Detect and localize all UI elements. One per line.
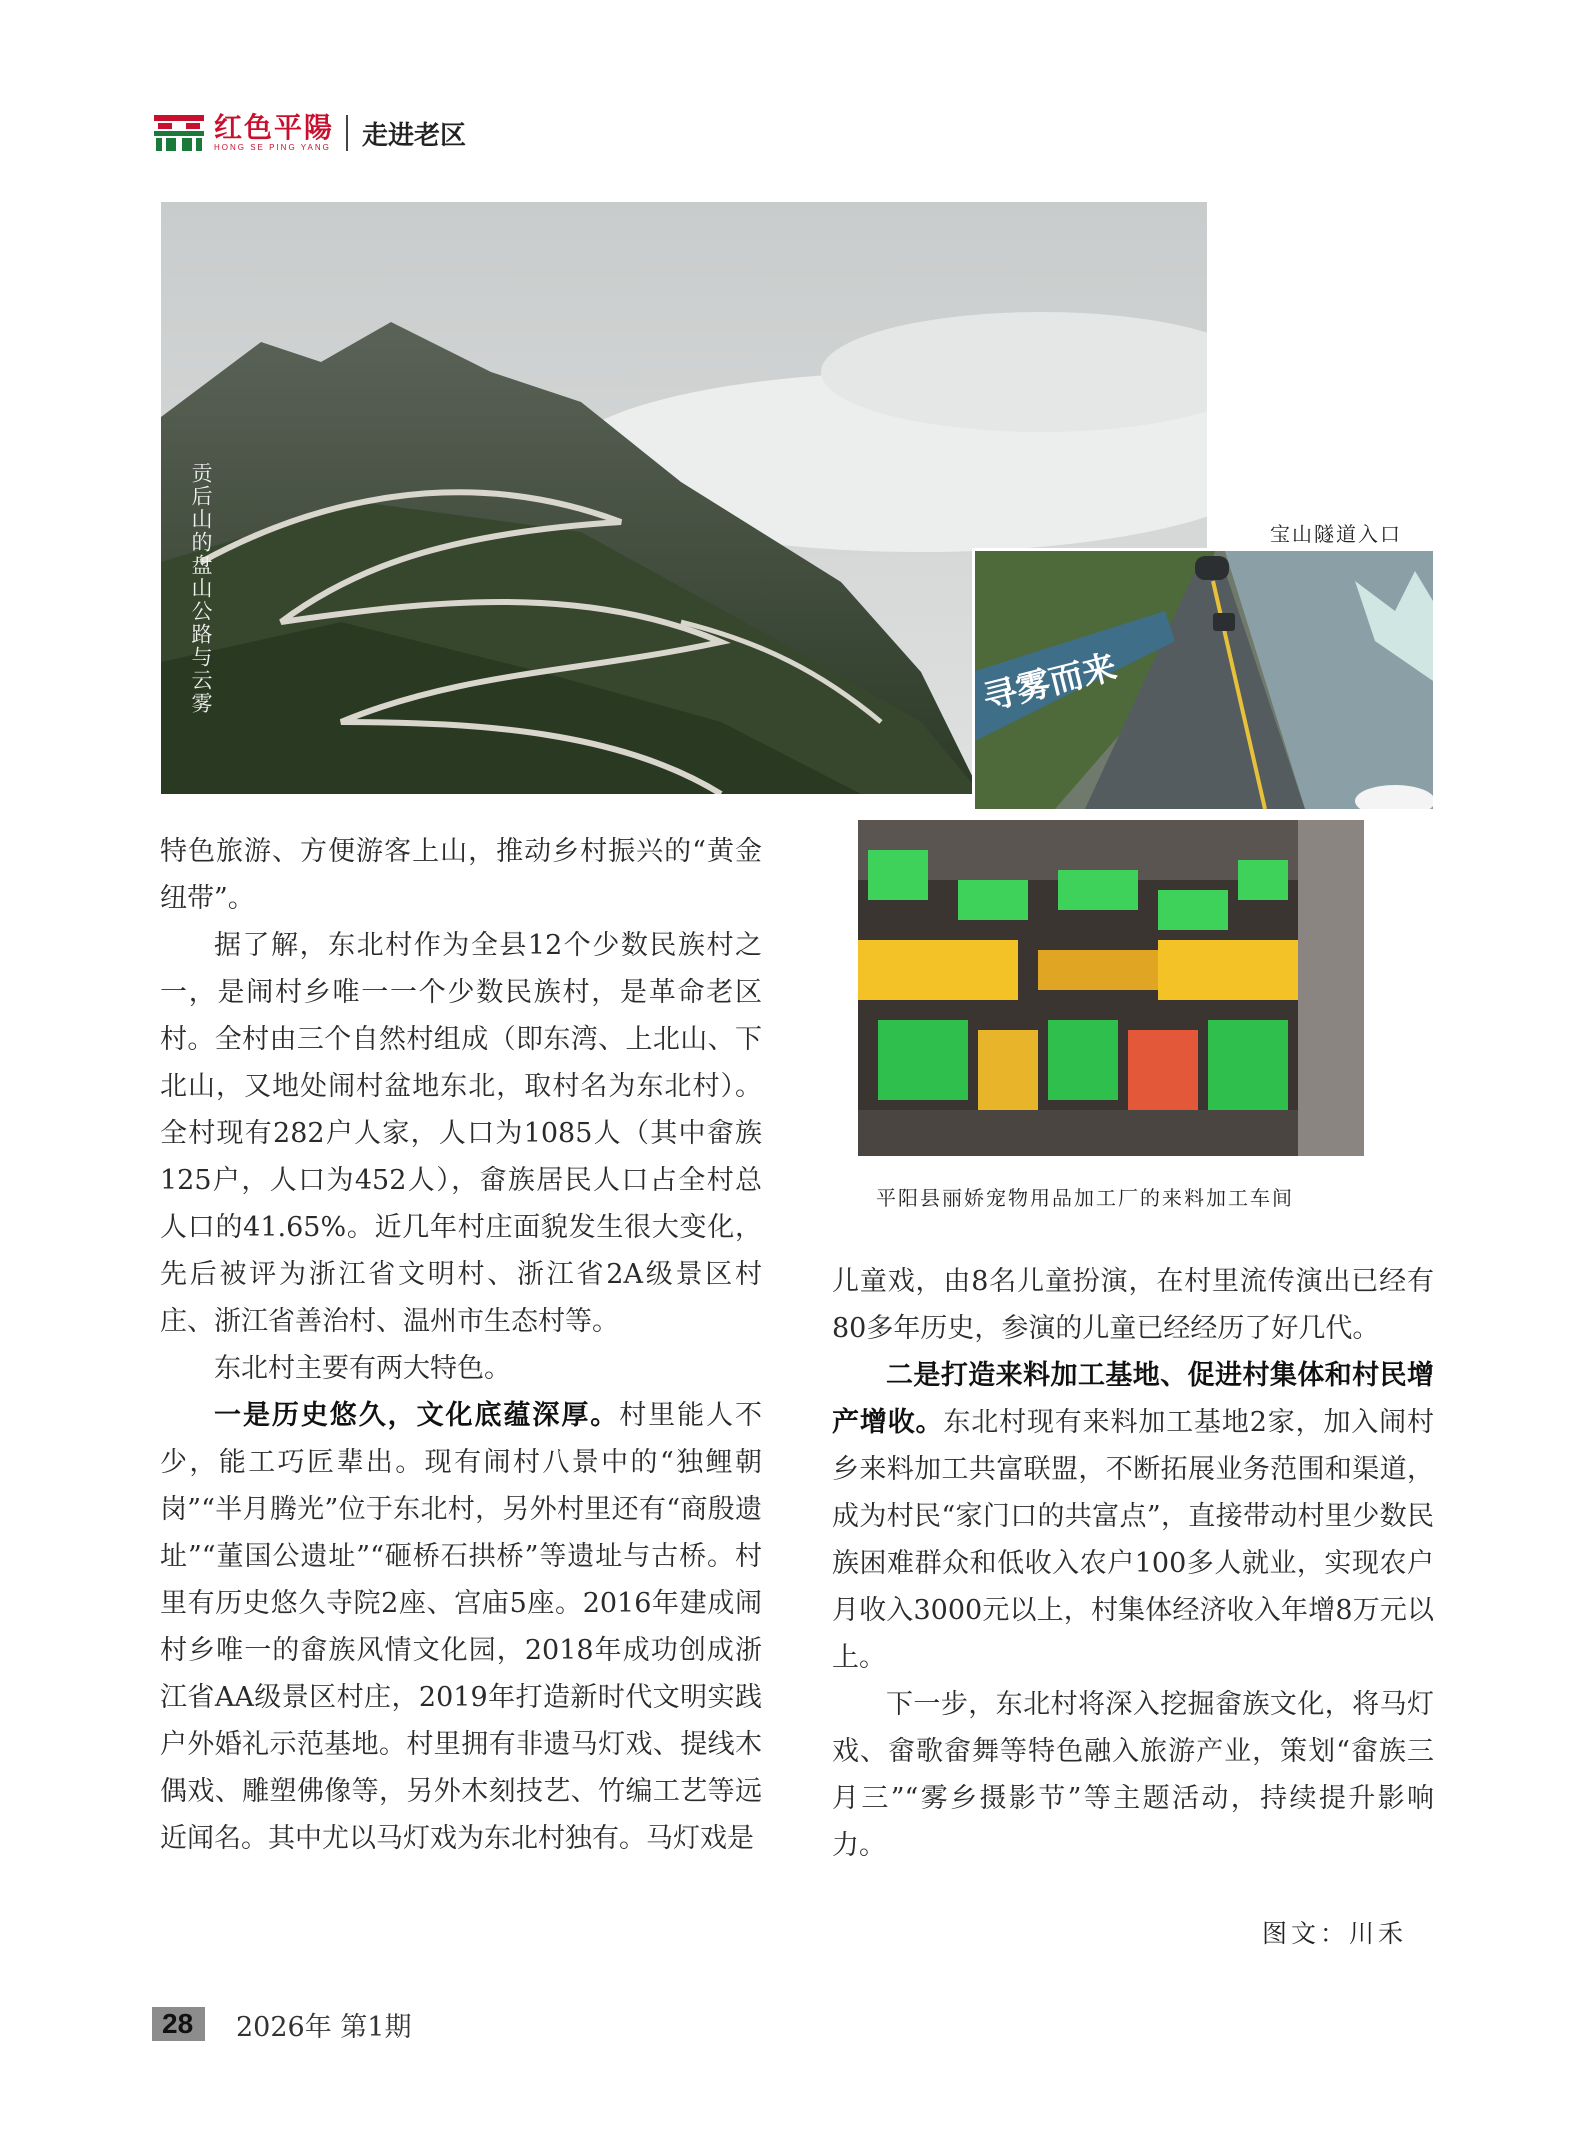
masthead — [152, 110, 466, 156]
page-footer — [152, 2004, 411, 2044]
mountain-photo-caption: 贡后山的盘山公路与云雾 — [189, 462, 213, 715]
paragraph-continuation: 特色旅游、方便游客上山，推动乡村振兴的“黄金纽带”。 — [160, 836, 762, 914]
paragraph-next-steps: 下一步，东北村将深入挖掘畲族文化，将马灯戏、畲歌畲舞等特色融入旅游产业，策划“畲族三月三”“雾乡摄影节”等主题活动，持续提升影响力。 — [832, 1689, 1434, 1861]
feature-two-heading: 二是打造来料加工基地、促进村集体和村民增产增收。 — [832, 1360, 1434, 1438]
paragraph-two-features: 东北村主要有两大特色。 — [214, 1353, 511, 1384]
tunnel-entrance-photo — [972, 548, 1433, 809]
paragraph-village-overview: 据了解，东北村作为全县12个少数民族村之一，是闹村乡唯一一个少数民族村，是革命老区村。全村由三个自然村组成（即东湾、上北山、下北山，又地处闹村盆地东北，取村名为东北村）。全村现有282户人家，人口为1085人（其中畲族125户，人口为452人），畲族居民人口占全村总人口的41.65%。近几年村庄面貌发生很大变化，先后被评为浙江省文明村、浙江省2A级景区村庄、浙江省善治村、温州市生态村等。 — [160, 930, 762, 1337]
brand-pinyin: HONG SE PING YANG — [214, 143, 331, 152]
page-number: 28 — [162, 2008, 194, 2039]
paragraph-horse-lantern-opera: 儿童戏，由8名儿童扮演，在村里流传演出已经有80多年历史，参演的儿童已经经历了好几代。 — [832, 1266, 1434, 1344]
paragraph-processing-base — [832, 1352, 1434, 1681]
tunnel-sign-text: 寻雾而来 — [979, 647, 1121, 719]
red-pingyang-logo-icon — [152, 113, 206, 153]
page-number-badge — [152, 2007, 218, 2041]
issue-label: 2026年 第1期 — [236, 2011, 412, 2043]
brand-name: 红色平陽 — [214, 111, 335, 144]
factory-workshop-photo — [858, 820, 1364, 1156]
paragraph-history-culture — [160, 1392, 762, 1862]
feature-one-body: 村里能人不少，能工巧匠辈出。现有闹村八景中的“独鲤朝岗”“半月腾光”位于东北村，另外村里还有“商殷遗址”“董国公遗址”“砸桥石拱桥”等遗址与古桥。村里有历史悠久寺院2座、宫庙5座。2016年建成闹村乡唯一的畲族风情文化园，2018年成功创成浙江省AA级景区村庄，2019年打造新时代文明实践户外婚礼示范基地。村里拥有非遗马灯戏、提线木偶戏、雕塑佛像等，另外木刻技艺、竹编工艺等远近闻名。其中尤以马灯戏为东北村独有。马灯戏是 — [160, 1400, 763, 1854]
right-text-column — [832, 1258, 1434, 1869]
article-credit: 图文：川禾 — [1262, 1919, 1408, 1948]
feature-two-body: 东北村现有来料加工基地2家，加入闹村乡来料加工共富联盟，不断拓展业务范围和渠道，成为村民“家门口的共富点”，直接带动村里少数民族困难群众和低收入农户100多人就业，实现农户月收入3000元以上，村集体经济收入年增8万元以上。 — [832, 1407, 1435, 1673]
left-text-column — [160, 828, 762, 1862]
header-divider — [346, 115, 348, 151]
section-title: 走进老区 — [362, 120, 467, 151]
factory-photo-caption: 平阳县丽娇宠物用品加工厂的来料加工车间 — [876, 1186, 1294, 1210]
tunnel-photo-caption: 宝山隧道入口 — [1270, 522, 1402, 546]
brand — [214, 113, 334, 153]
feature-one-heading: 一是历史悠久，文化底蕴深厚。 — [214, 1400, 620, 1431]
